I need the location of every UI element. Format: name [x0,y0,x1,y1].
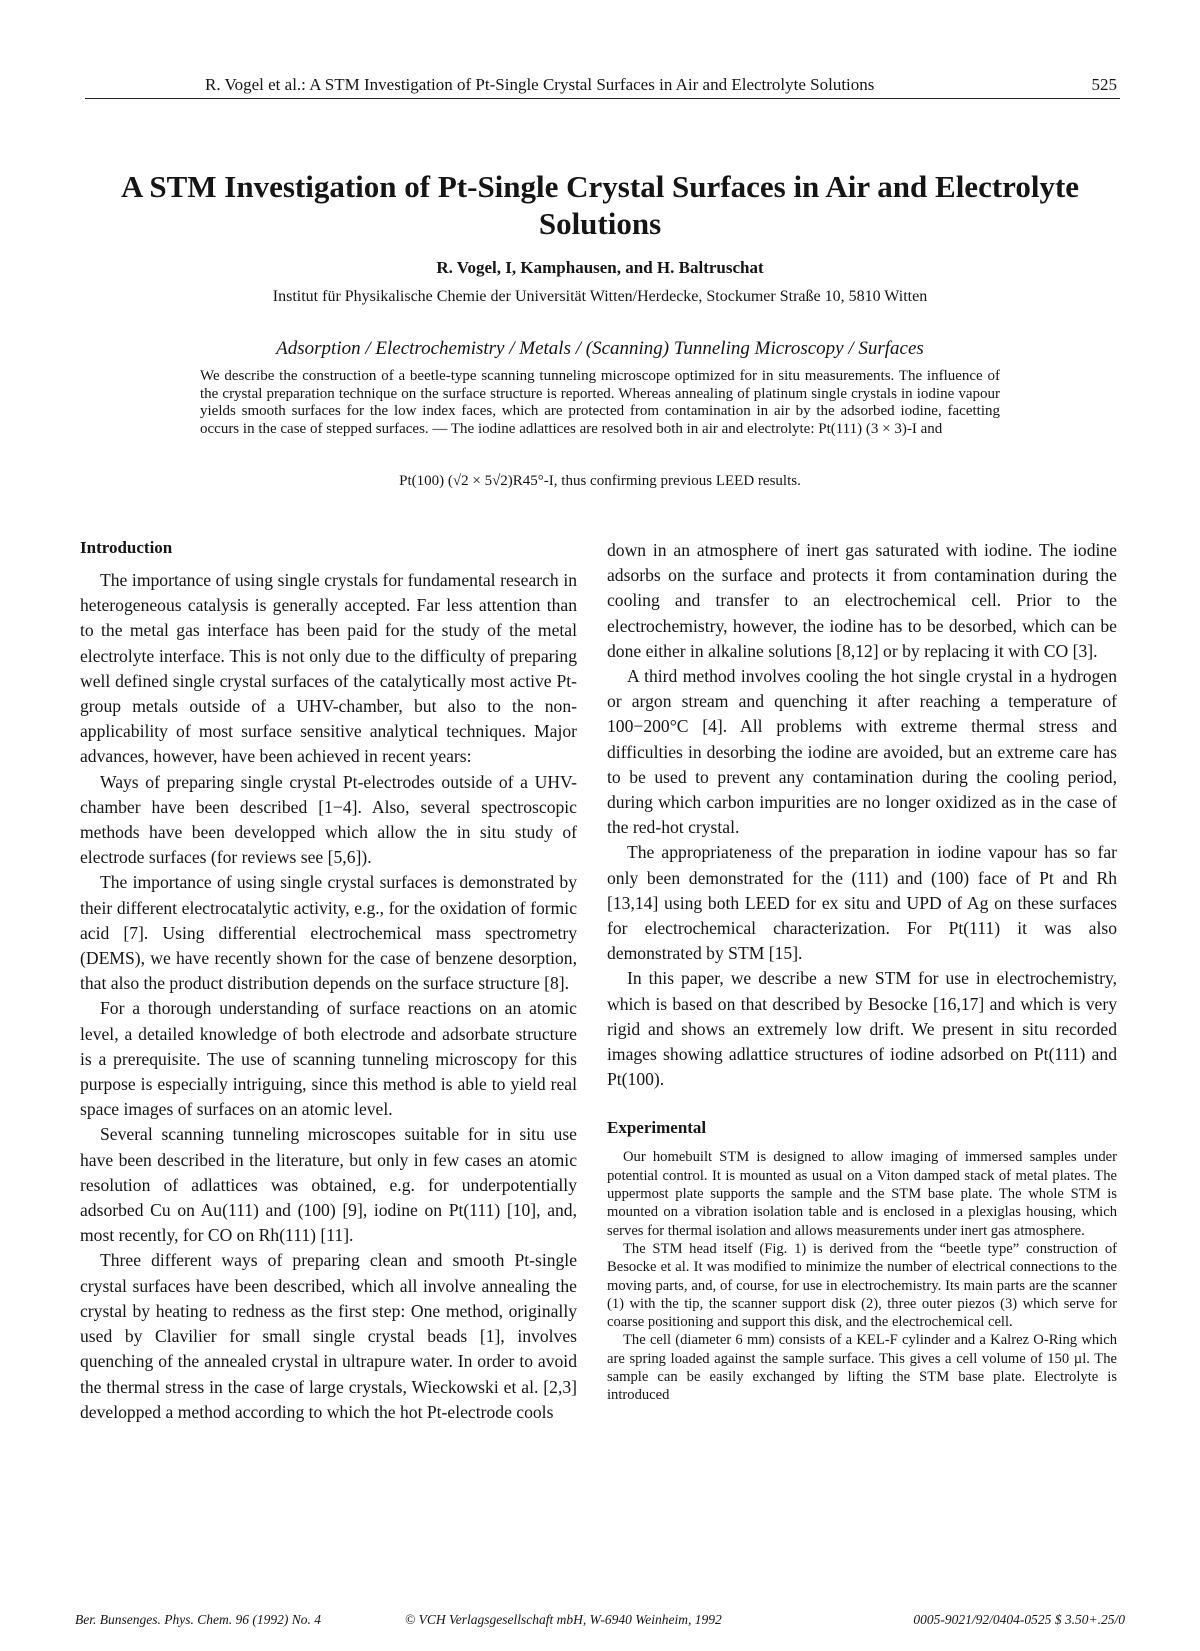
intro-paragraph: A third method involves cooling the hot single crystal in a hydrogen or argon stream and quenching it after reaching a temperature of 100−200°C [4]. All problems with extreme thermal stress and difficulties in desorbing the iodine are avoided, but an extreme care has to be used to prevent any contamination during the cooling period, during which carbon impurities are no longer oxidized as in the case of the red-hot crystal. [607,666,1117,838]
intro-paragraph: For a thorough understanding of surface reactions on an atomic level, a detailed knowledge of both electrode and adsorbate structure is a prerequisite. The use of scanning tunneling microscopy for this purpose is especially intriguing, since this method is able to yield real space images of surfaces on an atomic level. [80,998,577,1120]
experimental-paragraph: Our homebuilt STM is designed to allow imaging of immersed samples under potential control. It is mounted as usual on a Viton damped stack of metal plates. The uppermost plate supports the sample and the STM base plate. The whole STM is mounted on a vibration isolation table and is enclosed in a plexiglas housing, which serves for thermal isolation and allows measurements under inert gas atmosphere. [607,1149,1117,1239]
journal-citation: Ber. Bunsenges. Phys. Chem. 96 (1992) No. 4 [75,1612,321,1627]
introduction-heading: Introduction [80,538,173,557]
intro-paragraph: Several scanning tunneling microscopes suitable for in situ use have been described in the literature, but only in few cases an atomic resolution of adlattices was obtained, e.g. for underpotentially adsorbed Cu on Au(111) and (100) [9], iodine on Pt(111) [10], and, most recently, for CO on Rh(111) [11]. [80,1124,577,1246]
article-code: 0005-9021/92/0404-0525 $ 3.50+.25/0 [913,1612,1125,1627]
experimental-heading: Experimental [607,1118,707,1138]
running-title: R. Vogel et al.: A STM Investigation of Pt-Single Crystal Surfaces in Air and Electrolyte Solutions [205,75,875,94]
abstract-last-line: Pt(100) (√2 × 5√2)R45°-I, thus confirming previous LEED results. [399,473,801,489]
intro-paragraph: The importance of using single crystal surfaces is demonstrated by their different electrocatalytic activity, e.g., for the oxidation of formic acid [7]. Using differential electrochemical mass spectrometry (DEMS), we have recently shown for the case of benzene desorption, that also the product distribution depends on the surface structure [8]. [80,872,577,994]
keywords: Adsorption / Electrochemistry / Metals / (Scanning) Tunneling Microscopy / Surfaces [276,338,924,359]
experimental-paragraph: The cell (diameter 6 mm) consists of a KEL-F cylinder and a Kalrez O-Ring which are spring loaded against the sample surface. This gives a cell volume of 150 µl. The sample can be easily exchanged by lifting the STM base plate. Electrolyte is introduced [607,1332,1117,1404]
intro-paragraph: Ways of preparing single crystal Pt-electrodes outside of a UHV-chamber have been described [1−4]. Also, several spectroscopic methods have been developped which allow the in situ study of electrode surfaces (for reviews see [5,6]). [80,771,577,868]
left-column [80,538,577,1425]
intro-paragraph: The appropriateness of the preparation in iodine vapour has so far only been demonstrated for the (111) and (100) face of Pt and Rh [13,14] using both LEED for ex situ and UPD of Ag on these surfaces for electrochemical characterization. For Pt(111) it was also demonstrated by STM [15]. [607,842,1117,964]
authors: R. Vogel, I, Kamphausen, and H. Baltruschat [436,258,764,277]
intro-paragraph: down in an atmosphere of inert gas saturated with iodine. The iodine adsorbs on the surface and protects it from contamination during the cooling and transfer to an electrochemical cell. Prior to the electrochemistry, however, the iodine has to be desorbed, which can be done either in alkaline solutions [8,12] or by replacing it with CO [3]. [607,540,1117,661]
right-column [607,538,1117,1405]
paper-title: A STM Investigation of Pt-Single Crystal Surfaces in Air and Electrolyte Solutions [120,169,1080,241]
page-footer [75,1612,1125,1632]
running-header [85,70,1120,99]
experimental-paragraph: The STM head itself (Fig. 1) is derived from the “beetle type” construction of Besocke et al. It was modified to minimize the number of electrical connections to the moving parts, and, of course, for use in electrochemistry. Its main parts are the scanner (1) with the tip, the scanner support disk (2), three outer piezos (3) which serve for coarse positioning and support this disk, and the electrochemical cell. [607,1240,1117,1331]
intro-paragraph: In this paper, we describe a new STM for use in electrochemistry, which is based on that described by Besocke [16,17] and which is very rigid and shows an extremely low drift. We present in situ recorded images showing adlattice structures of iodine adsorbed on Pt(111) and Pt(100). [607,968,1117,1090]
intro-paragraph: Three different ways of preparing clean and smooth Pt-single crystal surfaces have been described, which all involve annealing the crystal by heating to redness as the first step: One method, originally used by Clavilier for small single crystal beads [1], involves quenching of the annealed crystal in ultrapure water. In order to avoid the thermal stress in the case of large crystals, Wieckowski et al. [2,3] developped a method according to which the hot Pt-electrode cools [80,1250,577,1422]
intro-paragraph: The importance of using single crystals for fundamental research in heterogeneous catalysis is generally accepted. Far less attention than to the metal gas interface has been paid for the study of the metal electrolyte interface. This is not only due to the difficulty of preparing well defined single crystal surfaces of the catalytically most active Pt-group metals outside of a UHV-chamber, but also to the non-applicability of most surface sensitive analytical techniques. Major advances, however, have been achieved in recent years: [80,570,577,767]
page-number: 525 [1091,75,1117,94]
affiliation: Institut für Physikalische Chemie der Universität Witten/Herdecke, Stockumer Straße 10, 5810 Witten [272,288,928,305]
abstract-body: We describe the construction of a beetle-type scanning tunneling microscope optimized for in situ measurements. The influence of the crystal preparation technique on the surface structure is reported. Whereas annealing of platinum single crystals in iodine vapour yields smooth surfaces for the low index faces, which are protected from contamination in air by the adsorbed iodine, facetting occurs in the case of stepped surfaces. — The iodine adlattices are resolved both in air and electrolyte: Pt(111) (3 × 3)-I and [200,368,1000,437]
publisher-note: © VCH Verlagsgesellschaft mbH, W-6940 Weinheim, 1992 [405,1612,722,1627]
